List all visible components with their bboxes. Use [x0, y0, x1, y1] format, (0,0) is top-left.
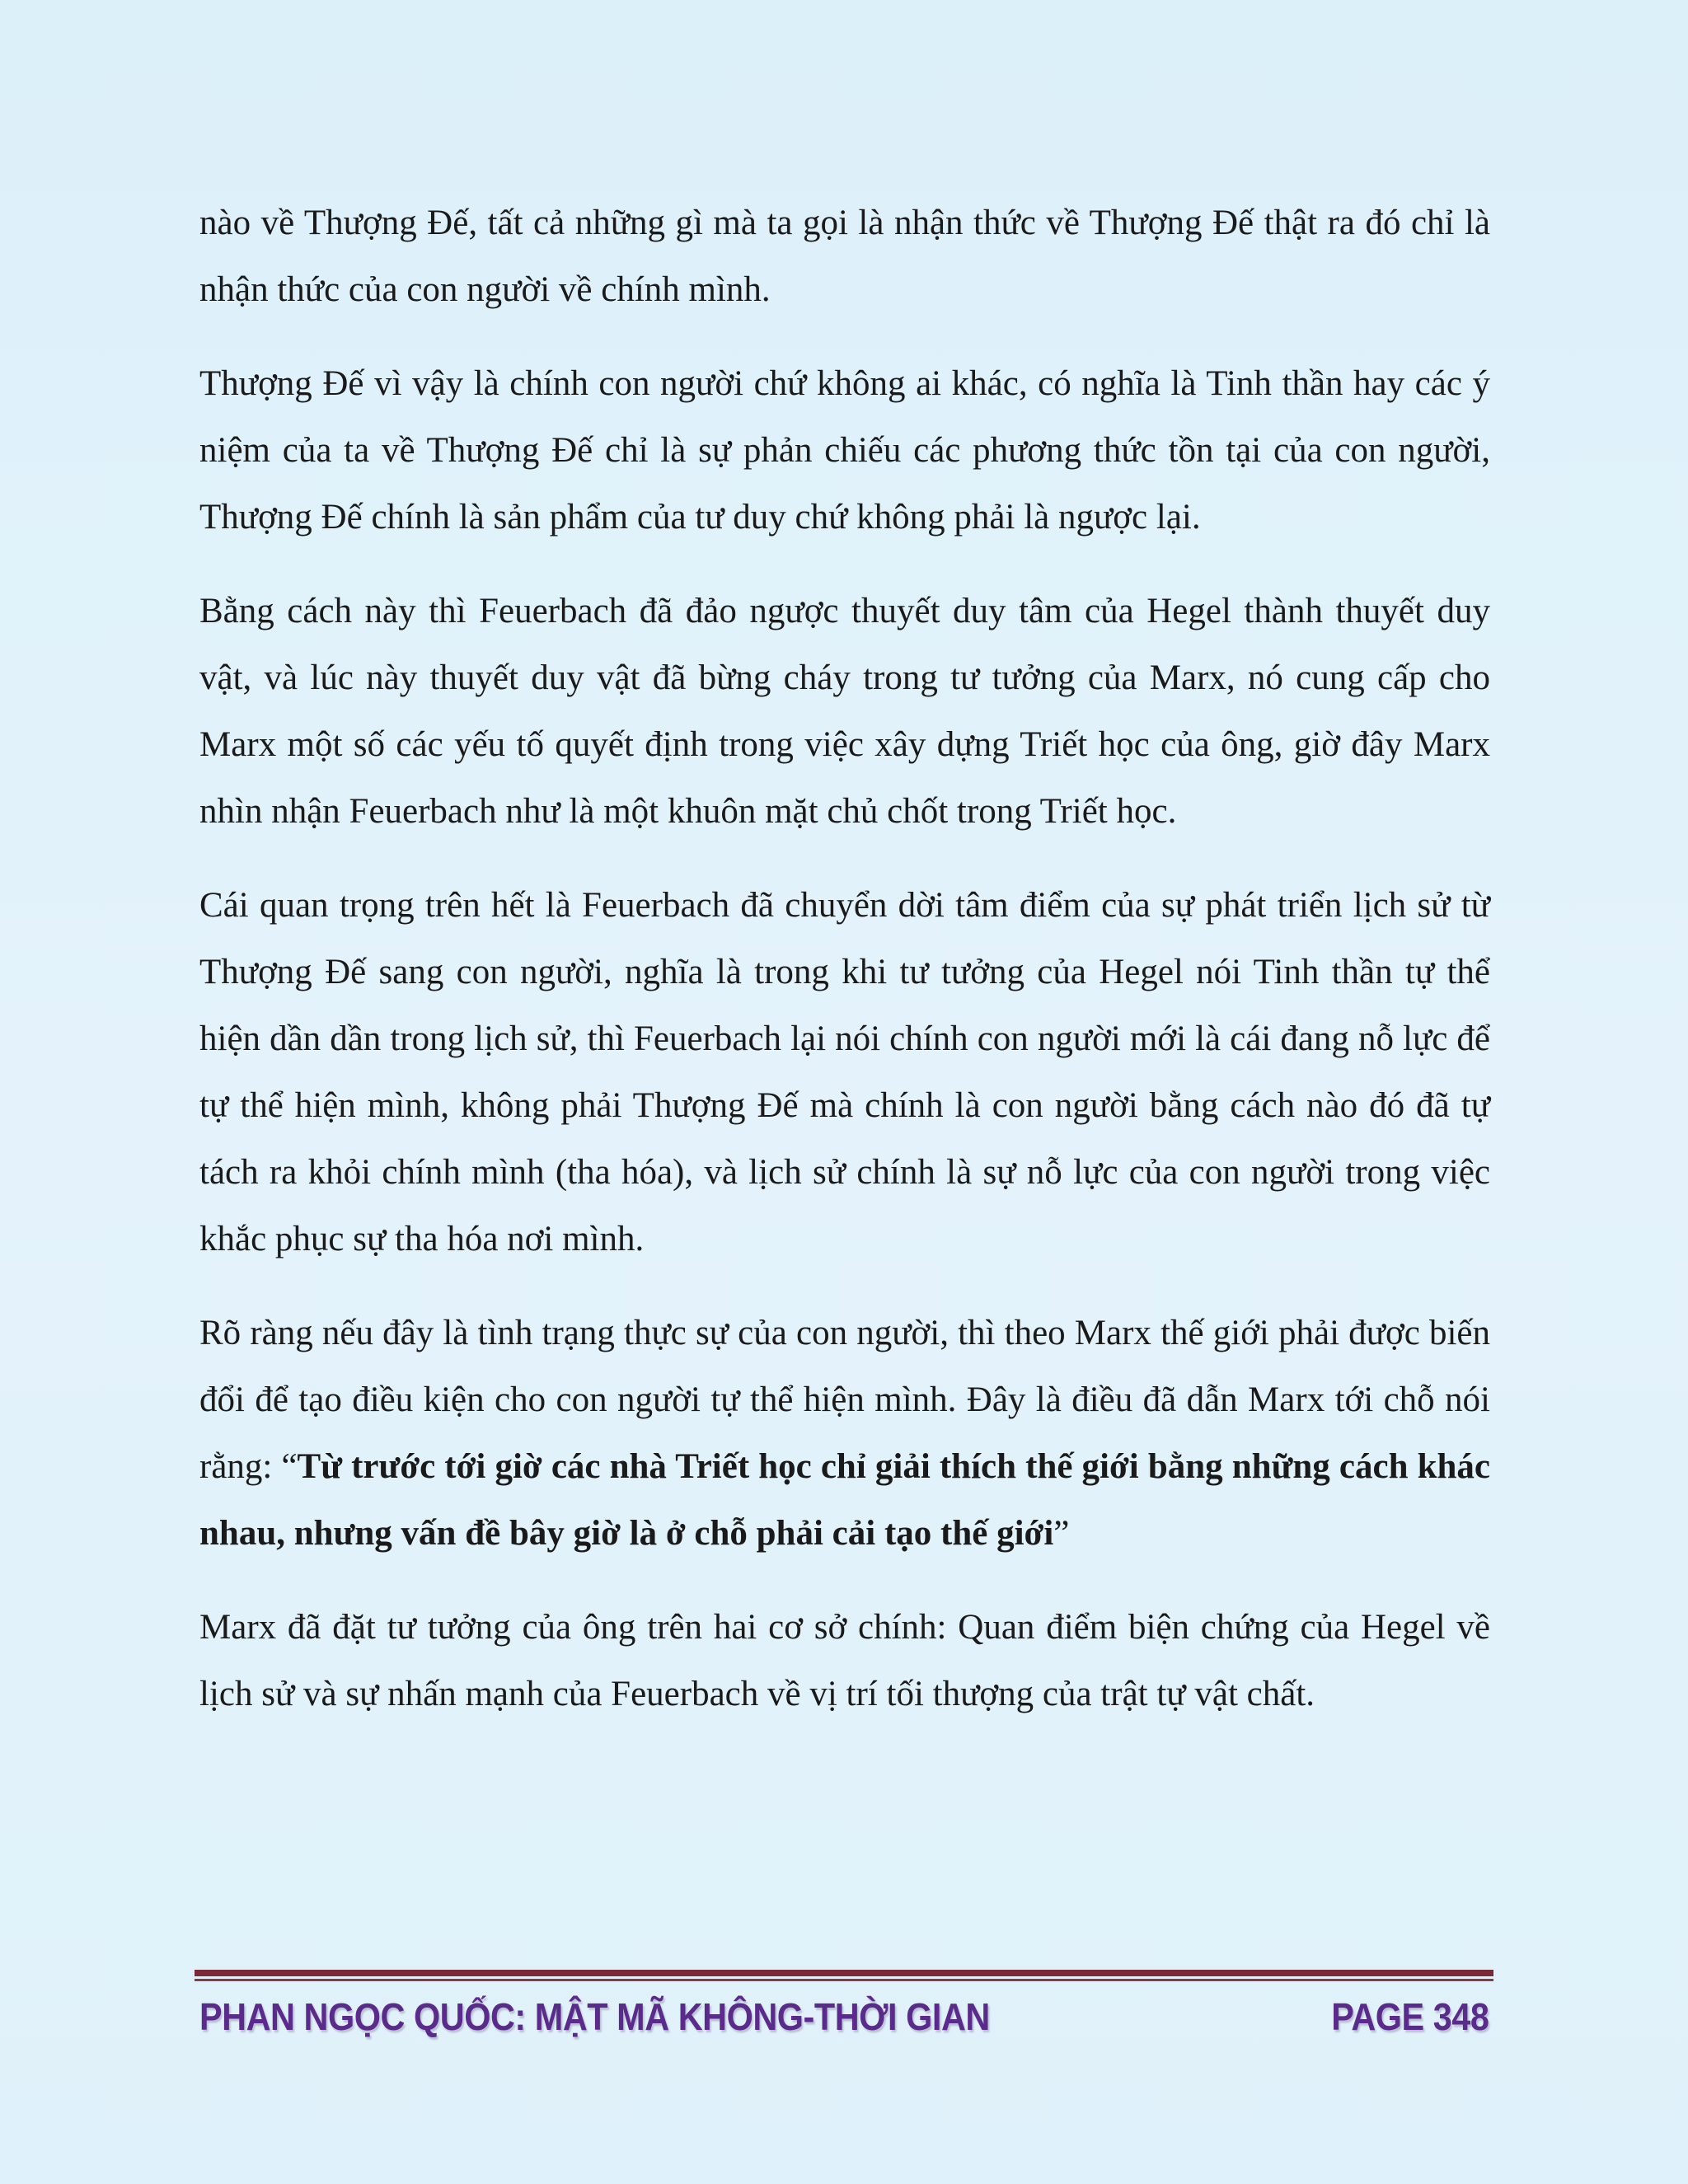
footer-rule-thick	[195, 1970, 1493, 1976]
paragraph-5-lead: Rõ ràng nếu đây là tình trạng thực sự của con người, thì theo Marx thế giới phải được biến đổi để tạo điều kiện cho con người tự thể hiện mình. Đây là điều đã dẫn Marx tới chỗ nói rằng: “	[199, 1314, 1490, 1486]
body-text	[199, 190, 1490, 1755]
footer-row	[195, 1994, 1493, 2039]
paragraph-6: Marx đã đặt tư tưởng của ông trên hai cơ sở chính: Quan điểm biện chứng của Hegel về lịch sử và sự nhấn mạnh của Feuerbach về vị trí tối thượng của trật tự vật chất.	[199, 1608, 1490, 1713]
footer-rule-thin	[195, 1979, 1493, 1981]
paragraph-2: Thượng Đế vì vậy là chính con người chứ không ai khác, có nghĩa là Tinh thần hay các ý niệm của ta về Thượng Đế chỉ là sự phản chiếu các phương thức tồn tại của con người, Thượng Đế chính là sản phẩm của tư duy chứ không phải là ngược lại.	[199, 364, 1490, 537]
paragraph-4: Cái quan trọng trên hết là Feuerbach đã chuyển dời tâm điểm của sự phát triển lịch sử từ Thượng Đế sang con người, nghĩa là trong khi tư tưởng của Hegel nói Tinh thần tự thể hiện dần dần trong lịch sử, thì Feuerbach lại nói chính con người mới là cái đang nỗ lực để tự thể hiện mình, không phải Thượng Đế mà chính là con người bằng cách nào đó đã tự tách ra khỏi chính mình (tha hóa), và lịch sử chính là sự nỗ lực của con người trong việc khắc phục sự tha hóa nơi mình.	[199, 886, 1490, 1258]
page-footer	[195, 1970, 1493, 2039]
paragraph-3: Bằng cách này thì Feuerbach đã đảo ngược thuyết duy tâm của Hegel thành thuyết duy vật, và lúc này thuyết duy vật đã bừng cháy trong tư tưởng của Marx, nó cung cấp cho Marx một số các yếu tố quyết định trong việc xây dựng Triết học của ông, giờ đây Marx nhìn nhận Feuerbach như là một khuôn mặt chủ chốt trong Triết học.	[199, 592, 1490, 831]
footer-title: PHAN NGỌC QUỐC: MẬT MÃ KHÔNG-THỜI GIAN	[199, 1995, 990, 2038]
quote-close: ”	[1053, 1514, 1070, 1553]
marx-quote: Từ trước tới giờ các nhà Triết học chỉ giải thích thế giới bằng những cách khác nhau, nhưng vấn đề bây giờ là ở chỗ phải cải tạo thế giới	[199, 1447, 1490, 1553]
paragraph-5	[199, 1300, 1490, 1567]
page-number: PAGE 348	[1330, 1995, 1489, 2038]
paragraph-1: nào về Thượng Đế, tất cả những gì mà ta gọi là nhận thức về Thượng Đế thật ra đó chỉ là nhận thức của con người về chính mình.	[199, 204, 1490, 309]
